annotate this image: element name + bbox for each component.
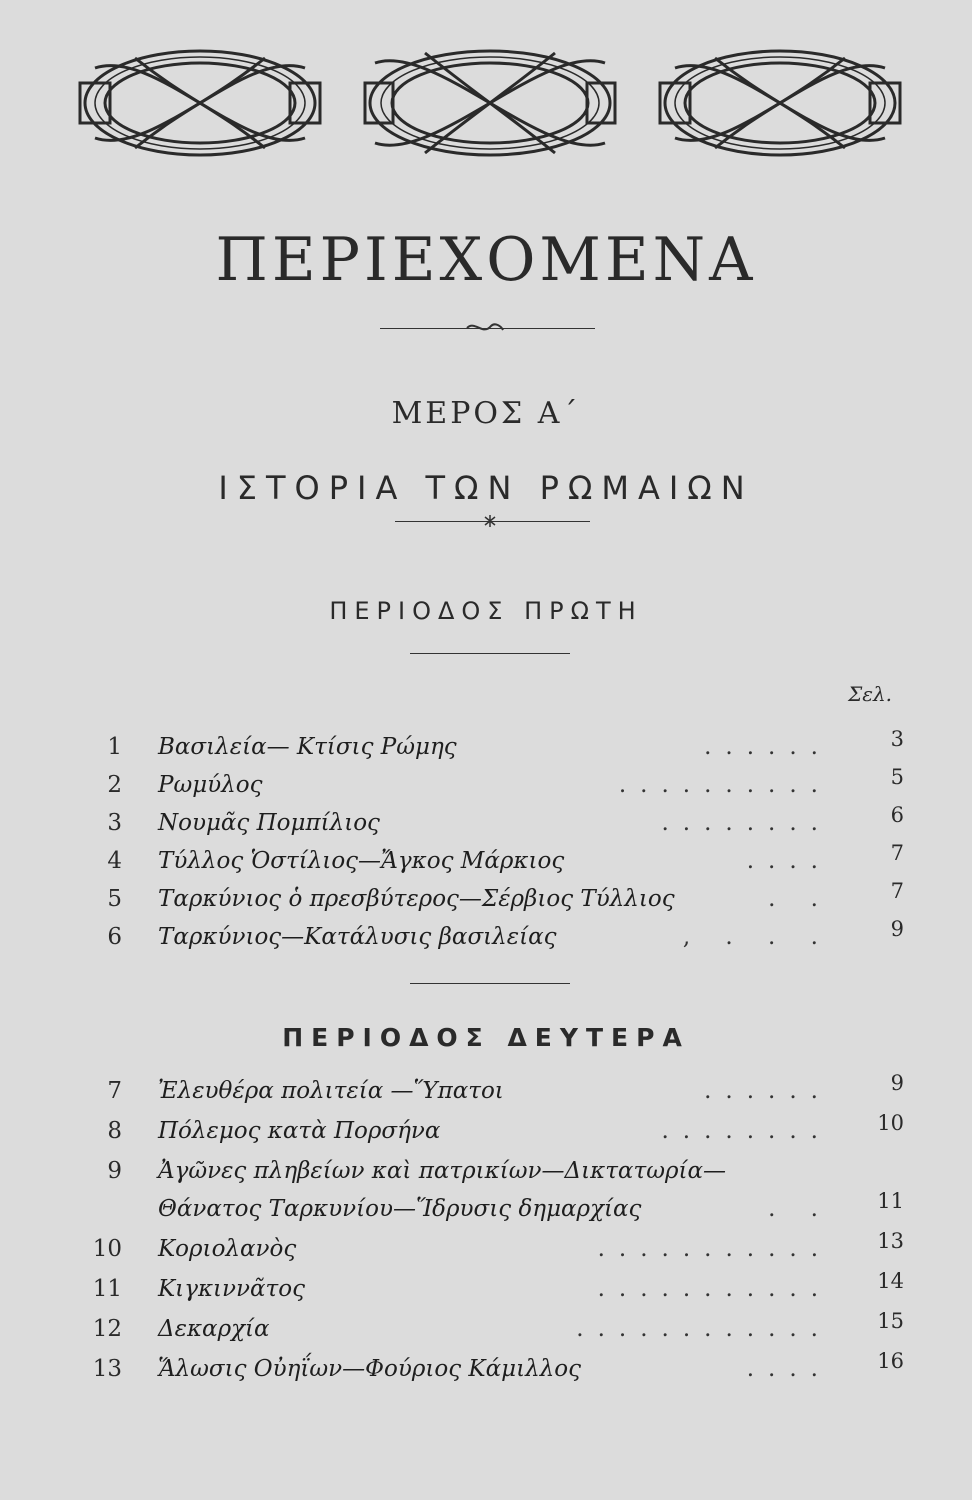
entry-number: 4 [107, 848, 122, 874]
entry-number: 11 [92, 1276, 122, 1302]
entry-title: Ἅλωσις Οὐηΐων—Φούριος Κάμιλλος [158, 1356, 581, 1382]
entry-page: 9 [890, 1071, 904, 1095]
entry-number: 9 [107, 1158, 122, 1184]
entry-title: Ρωμύλος [158, 772, 263, 798]
leader-dots: . . [768, 1196, 832, 1222]
leader-dots: .......... [618, 772, 832, 798]
toc-entry [0, 1229, 972, 1270]
entry-page: 6 [890, 803, 904, 827]
entry-page: 10 [877, 1111, 904, 1135]
leader-dots: ...... [704, 1078, 832, 1104]
leader-dots: ........... [597, 1276, 832, 1302]
entry-title: Ἐλευθέρα πολιτεία —Ὕπατοι [158, 1078, 504, 1104]
entry-page: 5 [890, 765, 904, 789]
entry-number: 8 [107, 1118, 122, 1144]
entry-title: Πόλεμος κατὰ Πορσήνα [158, 1118, 441, 1144]
toc-entry [0, 727, 972, 768]
entry-page: 15 [877, 1309, 904, 1333]
toc-entry [0, 841, 972, 882]
part-heading: ΜΕΡΟΣ Α΄ [391, 396, 581, 431]
entry-number: 1 [107, 734, 122, 760]
toc-entry [0, 765, 972, 806]
entry-number: 6 [107, 924, 122, 950]
leader-dots: , . . . [682, 924, 832, 950]
leader-dots: .... [746, 848, 832, 874]
toc-entry [0, 1189, 972, 1230]
toc-entry [0, 1154, 972, 1192]
decorative-knot-ornament-icon [75, 38, 905, 168]
entry-number: 10 [92, 1236, 122, 1262]
pages-column-label: Σελ. [848, 682, 892, 706]
entry-page: 14 [877, 1269, 904, 1293]
leader-dots: ........ [661, 810, 832, 836]
entry-title: Ταρκύνιος—Κατάλυσις βασιλείας [158, 924, 557, 950]
leader-dots: ...... [704, 734, 832, 760]
toc-entry [0, 917, 972, 958]
entry-page: 13 [877, 1229, 904, 1253]
entry-title: Ἀγῶνες πληβείων καὶ πατρικίων—Δικτατωρία— [158, 1158, 727, 1184]
toc-entry [0, 1111, 972, 1152]
entry-page: 7 [890, 841, 904, 865]
page-title: ΠΕΡΙΕΧΟΜΕΝΑ [215, 225, 757, 295]
section-heading: ΠΕΡΙΟΔΟΣ ΠΡΩΤΗ [329, 597, 643, 625]
leader-dots: . . [768, 886, 832, 912]
section-heading: ΠΕΡΙΟΔΟΣ ΔΕΥΤΕΡΑ [282, 1023, 690, 1052]
leader-dots: ............ [576, 1316, 832, 1342]
divider [410, 653, 570, 654]
part-subtitle: ΙΣΤΟΡΙΑ ΤΩΝ ΡΩΜΑΙΩΝ [218, 469, 754, 507]
leader-dots: ........ [661, 1118, 832, 1144]
toc-entry [0, 1309, 972, 1350]
toc-entry [0, 803, 972, 844]
toc-entry [0, 1349, 972, 1390]
toc-entry [0, 1071, 972, 1112]
leader-dots: ........... [597, 1236, 832, 1262]
entry-title: Κιγκιννᾶτος [158, 1276, 305, 1302]
divider [410, 983, 570, 984]
entry-title: Θάνατος Ταρκυνίου—Ἵδρυσις δημαρχίας [158, 1196, 642, 1222]
entry-number: 5 [107, 886, 122, 912]
toc-entry [0, 879, 972, 920]
entry-title: Ταρκύνιος ὁ πρεσβύτερος—Σέρβιος Τύλλιος [158, 886, 675, 912]
entry-page: 9 [890, 917, 904, 941]
entry-title: Νουμᾶς Πομπίλιος [158, 810, 380, 836]
star-ornament-icon [482, 514, 498, 528]
entry-title: Βασιλεία— Κτίσις Ρώμης [158, 734, 457, 760]
entry-page: 16 [877, 1349, 904, 1373]
flourish-icon [465, 320, 505, 336]
entry-title: Τύλλος Ὁστίλιος—Ἄγκος Μάρκιος [158, 848, 565, 874]
entry-number: 3 [107, 810, 122, 836]
entry-title: Δεκαρχία [158, 1316, 270, 1342]
entry-number: 12 [92, 1316, 122, 1342]
entry-number: 7 [107, 1078, 122, 1104]
toc-entry [0, 1269, 972, 1310]
entry-page: 11 [877, 1189, 904, 1213]
leader-dots: .... [746, 1356, 832, 1382]
entry-page: 3 [890, 727, 904, 751]
entry-number: 2 [107, 772, 122, 798]
entry-number: 13 [92, 1356, 122, 1382]
entry-page: 7 [890, 879, 904, 903]
entry-title: Κοριολανὸς [158, 1236, 297, 1262]
